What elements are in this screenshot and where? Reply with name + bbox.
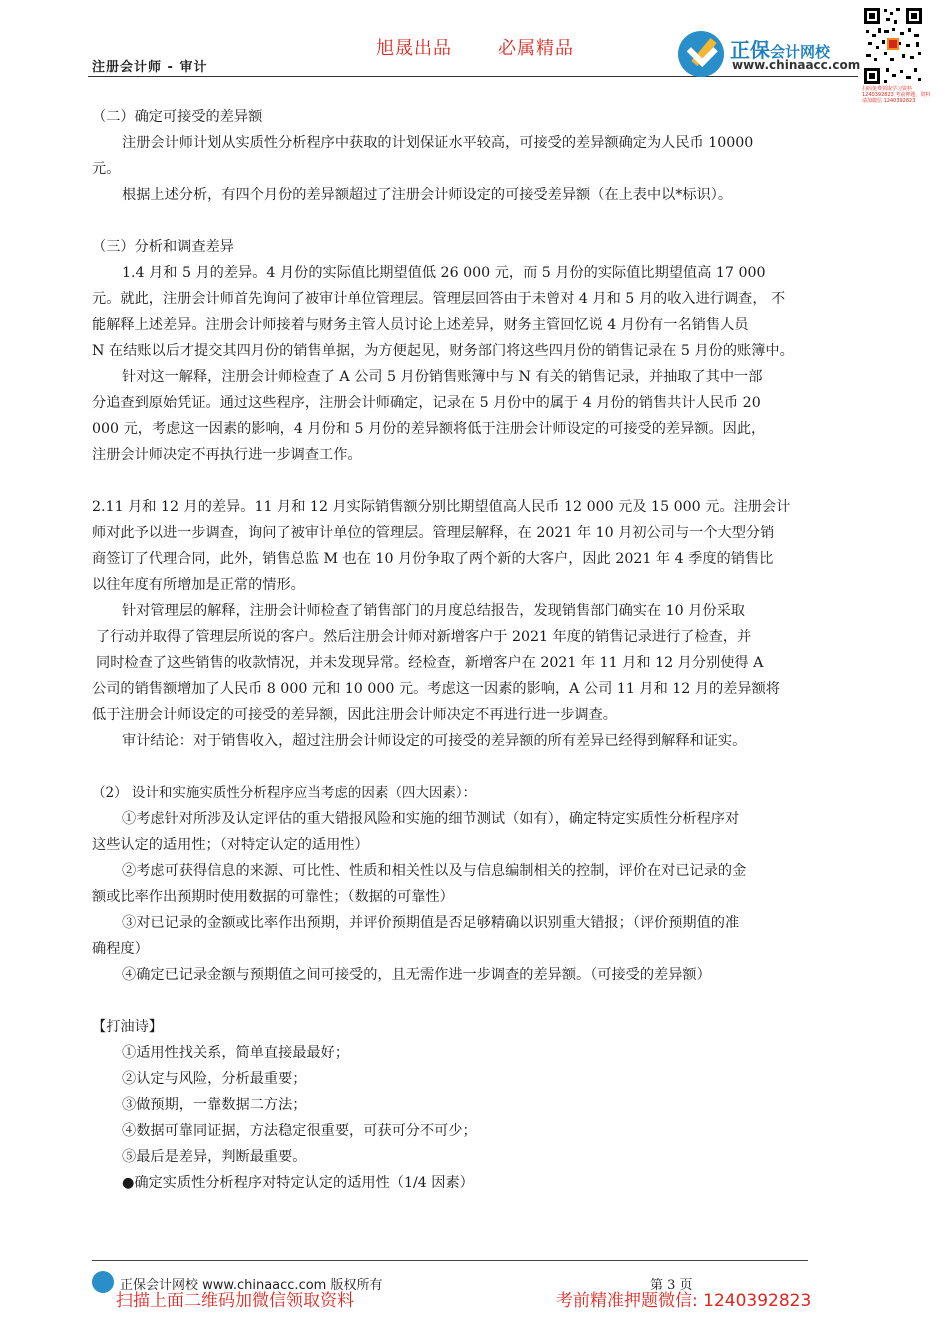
page-number: 第 3 页 (650, 1278, 693, 1293)
paragraph-line: 元。 (92, 161, 121, 177)
list-item: ③对已记录的金额或比率作出预期，并评价预期值是否足够精确以识别重大错报；（评价预期值的准 (122, 915, 740, 931)
list-item-cont: 确程度） (92, 941, 149, 957)
section-heading: （三）分析和调查差异 (92, 239, 234, 255)
poem-line: ④数据可靠同证据，方法稳定很重要，可获可分不可少； (122, 1123, 477, 1139)
poem-line: ①适用性找关系，简单直接最最好； (122, 1045, 350, 1061)
paragraph-line: N 在结账以后才提交其四月份的销售单据，为方便起见，财务部门将这些四月份的销售记录在 5 月份的账簿中。 (92, 343, 794, 359)
slogan-right: 必属精品 (498, 38, 574, 59)
list-item: ④确定已记录金额与预期值之间可接受的，且无需作进一步调查的差异额。（可接受的差异额） (122, 967, 711, 983)
paragraph-line: 分追查到原始凭证。通过这些程序，注册会计师确定，记录在 5 月份中的属于 4 月份的销售共计人民币 20 (92, 395, 761, 411)
qr-caption: 扫码免费领取学习资料 1240392823 考前押题、资料请加微信 1240392823 (862, 86, 931, 104)
paragraph-line: 师对此予以进一步调查，询问了被审计单位的管理层。管理层解释，在 2021 年 10 月初公司与一个大型分销 (92, 525, 775, 541)
paragraph-line: 针对这一解释，注册会计师检查了 A 公司 5 月份销售账簿中与 N 有关的销售记录，并抽取了其中一部 (122, 369, 763, 385)
list-item: ①考虑针对所涉及认定评估的重大错报风险和实施的细节测试（如有），确定特定实质性分析程序对 (122, 811, 740, 827)
paragraph-line: 以往年度有所增加是正常的情形。 (92, 577, 305, 593)
paragraph-line: 2.11 月和 12 月的差异。11 月和 12 月实际销售额分别比期望值高人民币 12 000 元及 15 000 元。注册会计 (92, 499, 791, 515)
promo-right: 考前精准押题微信: 1240392823 (556, 1291, 812, 1311)
paragraph-line: 针对管理层的解释，注册会计师检查了销售部门的月度总结报告，发现销售部门确实在 10 月份采取 (122, 603, 745, 619)
paragraph-line: 根据上述分析，有四个月份的差异额超过了注册会计师设定的可接受差异额（在上表中以*标识）。 (122, 187, 733, 203)
slogan-left: 旭晟出品 (376, 38, 452, 59)
promo-left: 扫描上面二维码加微信领取资料 (116, 1291, 354, 1311)
poem-line: ③做预期，一靠数据二方法； (122, 1097, 307, 1113)
paragraph-line: 公司的销售额增加了人民币 8 000 元和 10 000 元。考虑这一因素的影响，A 公司 11 月和 12 月的差异额将 (92, 681, 780, 697)
paragraph-line: 能解释上述差异。注册会计师接着与财务主管人员讨论上述差异，财务主管回忆说 4 月份有一名销售人员 (92, 317, 749, 333)
brand-name-sub: 会计网校 (770, 43, 831, 61)
paragraph-line: 000 元，考虑这一因素的影响，4 月份和 5 月份的差异额将低于注册会计师设定的可接受的差异额。因此， (92, 421, 766, 437)
paragraph-line: 了行动并取得了管理层所说的客户。然后注册会计师对新增客户于 2021 年度的销售记录进行了检查，并 (96, 629, 752, 645)
paragraph-line: 注册会计师计划从实质性分析程序中获取的计划保证水平较高，可接受的差异额确定为人民币 10000 (122, 135, 754, 151)
bullet-item: ●确定实质性分析程序对特定认定的适用性（1/4 因素） (122, 1175, 474, 1191)
footer-copyright: 正保会计网校 www.chinaacc.com 版权所有 (120, 1278, 383, 1293)
footer-divider (92, 1260, 808, 1261)
qr-code-icon (862, 6, 924, 86)
paragraph-line: 元。就此，注册会计师首先询问了被审计单位管理层。管理层回答由于未曾对 4 月和 5 月的收入进行调查， 不 (92, 291, 786, 307)
paragraph-line: 同时检查了这些销售的收款情况，并未发现异常。经检查，新增客户在 2021 年 11 月和 12 月分别使得 A (96, 655, 764, 671)
audit-conclusion: 审计结论：对于销售收入，超过注册会计师设定的可接受的差异额的所有差异已经得到解释和证实。 (122, 733, 747, 749)
section-heading: （二）确定可接受的差异额 (92, 109, 263, 125)
subject-title: 注册会计师 - 审计 (92, 60, 208, 75)
paragraph-line: 低于注册会计师设定的可接受的差异额，因此注册会计师决定不再进行进一步调查。 (92, 707, 617, 723)
brand-name-main: 正保 (730, 38, 770, 62)
poem-line: ②认定与风险，分析最重要； (122, 1071, 307, 1087)
poem-heading: 【打油诗】 (92, 1019, 163, 1035)
list-item-cont: 额或比率作出预期时使用数据的可靠性；（数据的可靠性） (92, 889, 454, 905)
paragraph-line: 1.4 月和 5 月的差异。4 月份的实际值比期望值低 26 000 元，而 5 月份的实际值比期望值高 17 000 (122, 265, 766, 281)
header-divider (88, 76, 858, 77)
list-item: ②考虑可获得信息的来源、可比性、性质和相关性以及与信息编制相关的控制，评价在对已记录的金 (122, 863, 747, 879)
poem-line: ⑤最后是差异，判断最重要。 (122, 1149, 307, 1165)
list-item-cont: 这些认定的适用性；（对特定认定的适用性） (92, 837, 369, 853)
section-heading: （2） 设计和实施实质性分析程序应当考虑的因素（四大因素）： (92, 785, 477, 801)
brand-url: www.chinaacc.com (732, 58, 861, 72)
brand-logo-icon (678, 31, 724, 77)
paragraph-line: 商签订了代理合同，此外，销售总监 M 也在 10 月份争取了两个新的大客户，因此 2021 年 4 季度的销售比 (92, 551, 774, 567)
paragraph-line: 注册会计师决定不再执行进一步调查工作。 (92, 447, 362, 463)
footer-logo-icon (92, 1271, 114, 1293)
